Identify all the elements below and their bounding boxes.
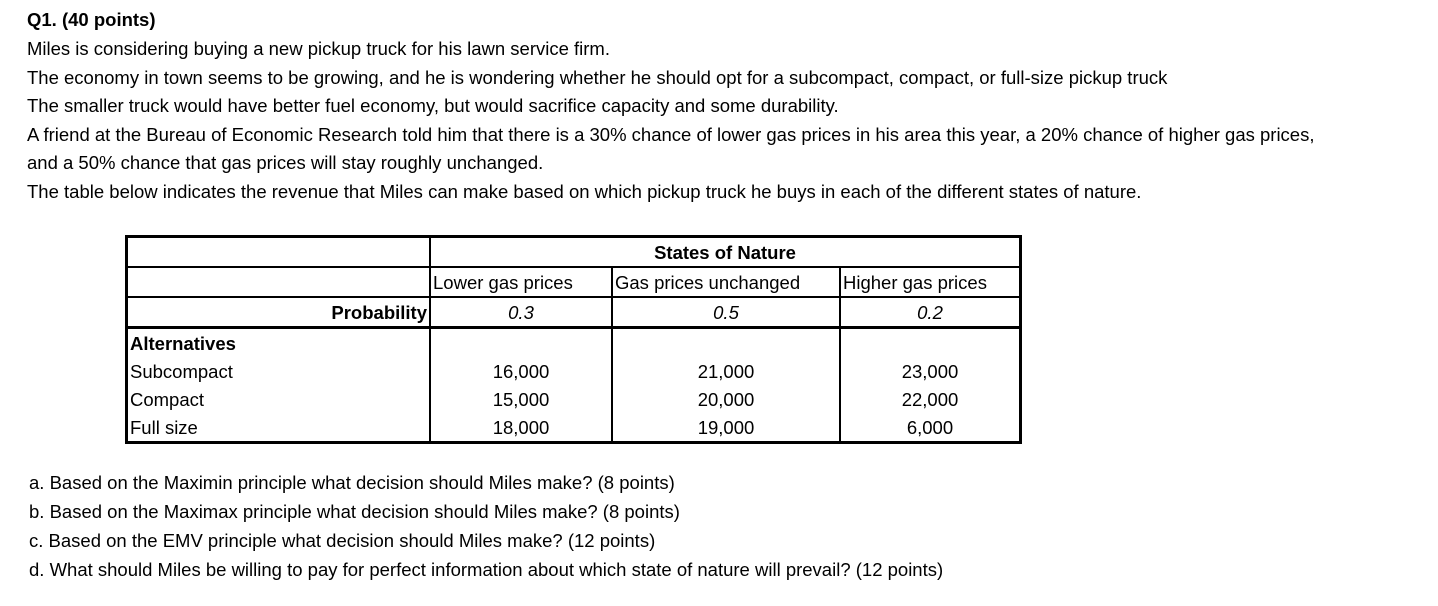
alternative-name: Full size — [127, 413, 431, 443]
question-item: a. Based on the Maximin principle what decision should Miles make? (8 points) — [29, 472, 675, 493]
alternative-name: Subcompact — [127, 357, 431, 385]
payoff-value: 19,000 — [612, 413, 840, 443]
table-row-alternatives-label — [127, 328, 1021, 358]
question-list — [29, 468, 943, 584]
intro-line: Miles is considering buying a new pickup truck for his lawn service firm. — [27, 38, 610, 59]
intro-line: A friend at the Bureau of Economic Research told him that there is a 30% chance of lower gas prices in his area this year, a 20% chance of higher gas prices, — [27, 123, 1315, 145]
intro-line: The smaller truck would have better fuel economy, but would sacrifice capacity and some durability. — [27, 95, 839, 116]
table-row — [127, 413, 1021, 443]
question-item: c. Based on the EMV principle what decision should Miles make? (12 points) — [29, 530, 656, 551]
table-row-probability — [127, 297, 1021, 328]
table-cell-empty — [127, 267, 431, 297]
column-header-unchanged: Gas prices unchanged — [612, 267, 840, 297]
payoff-value: 21,000 — [612, 357, 840, 385]
table-row — [127, 357, 1021, 385]
payoff-value: 20,000 — [612, 385, 840, 413]
alternatives-label: Alternatives — [127, 328, 431, 358]
probability-value: 0.2 — [840, 297, 1021, 328]
table-cell-empty — [127, 237, 431, 268]
intro-line: The economy in town seems to be growing, and he is wondering whether he should opt for a subcompact, compact, or full-size pickup truck — [27, 66, 1168, 88]
payoff-value: 18,000 — [430, 413, 612, 443]
probability-value: 0.5 — [612, 297, 840, 328]
probability-label: Probability — [127, 297, 431, 328]
payoff-value: 23,000 — [840, 357, 1021, 385]
column-header-lower: Lower gas prices — [430, 267, 612, 297]
payoff-value: 16,000 — [430, 357, 612, 385]
states-of-nature-header: States of Nature — [430, 237, 1021, 268]
question-item: d. What should Miles be willing to pay for perfect information about which state of nature will prevail? (12 points) — [29, 559, 944, 580]
alternative-name: Compact — [127, 385, 431, 413]
table-row-column-headers — [127, 267, 1021, 297]
question-item: b. Based on the Maximax principle what decision should Miles make? (8 points) — [29, 501, 680, 522]
payoff-table — [125, 235, 1022, 444]
intro-line: The table below indicates the revenue that Miles can make based on which pickup truck he buys in each of the different states of nature. — [27, 180, 1142, 202]
question-title: Q1. (40 points) — [27, 9, 156, 30]
payoff-value: 6,000 — [840, 413, 1021, 443]
payoff-value: 15,000 — [430, 385, 612, 413]
question-intro — [27, 35, 1314, 206]
table-row-states-header — [127, 237, 1021, 268]
payoff-value: 22,000 — [840, 385, 1021, 413]
table-row — [127, 385, 1021, 413]
column-header-higher: Higher gas prices — [840, 267, 1021, 297]
intro-line: and a 50% chance that gas prices will stay roughly unchanged. — [27, 152, 544, 173]
probability-value: 0.3 — [430, 297, 612, 328]
